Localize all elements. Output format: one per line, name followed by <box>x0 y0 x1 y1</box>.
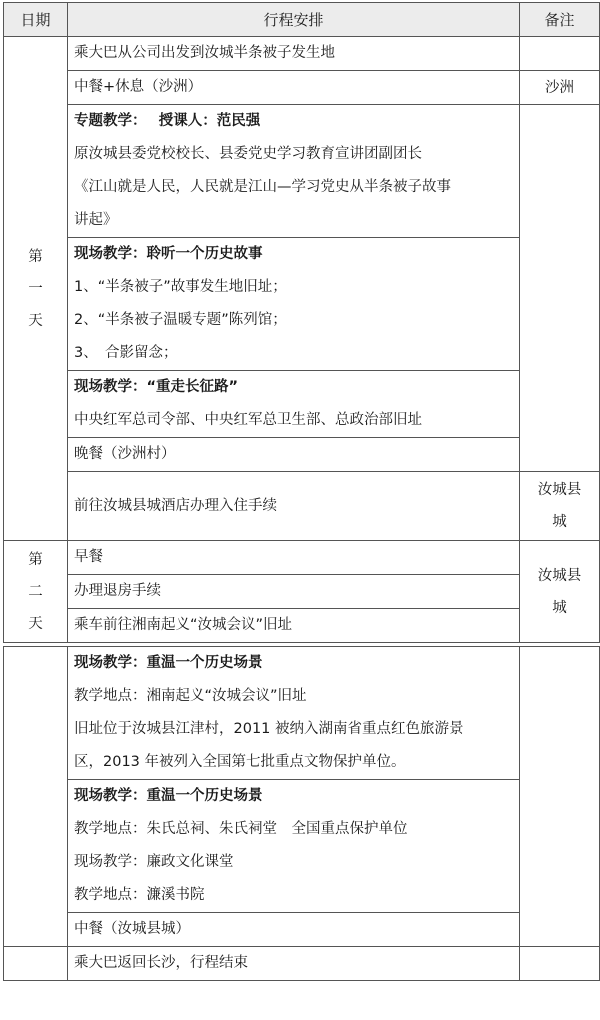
table-row <box>4 438 600 472</box>
schedule-line: 3、 合影留念； <box>74 345 178 361</box>
schedule-cell <box>68 37 520 71</box>
note-text: 汝城县 <box>537 567 582 584</box>
schedule-cell <box>68 238 520 371</box>
schedule-line: 办理退房手续 <box>74 583 161 599</box>
day-label-char: 一 <box>28 280 43 297</box>
table-row <box>4 647 600 780</box>
table-row <box>4 71 600 105</box>
table-row <box>4 238 600 371</box>
schedule-line: 区，2013 年被列入全国第七批重点文物保护单位。 <box>74 754 406 770</box>
note-text: 城 <box>552 599 567 616</box>
schedule-line: 2、“半条被子温暖专题”陈列馆； <box>74 312 287 328</box>
schedule-line: 教学地点：濂溪书院 <box>74 887 205 903</box>
schedule-line: 讲起》 <box>74 212 118 228</box>
schedule-line: 乘大巴从公司出发到汝城半条被子发生地 <box>74 45 335 61</box>
schedule-line: 早餐 <box>74 549 103 565</box>
schedule-cell <box>68 472 520 541</box>
header-note: 备注 <box>520 3 600 37</box>
day-label-cell <box>4 947 68 981</box>
table-row <box>4 780 600 913</box>
schedule-cell <box>68 947 520 981</box>
schedule-cell <box>68 647 520 780</box>
schedule-line: 1、“半条被子”故事发生地旧址； <box>74 279 287 295</box>
schedule-line: 中餐（汝城县城） <box>74 921 190 937</box>
schedule-line: 教学地点：湘南起义“汝城会议”旧址 <box>74 688 307 704</box>
schedule-line: 教学地点：朱氏总祠、朱氏祠堂 全国重点保护单位 <box>74 821 408 837</box>
table-row <box>4 105 600 238</box>
day-label-char: 天 <box>28 615 43 632</box>
session-title: 现场教学：聆听一个历史故事 <box>74 246 263 262</box>
note-cell <box>520 947 600 981</box>
schedule-line: 乘车前往湘南起义“汝城会议”旧址 <box>74 617 293 633</box>
session-title: 专题教学： 授课人：范民强 <box>74 113 261 129</box>
table-header-row <box>4 3 600 37</box>
day-label-char: 天 <box>28 312 43 329</box>
table-row <box>4 575 600 609</box>
table-row <box>4 541 600 575</box>
session-title: 现场教学：重温一个历史场景 <box>74 655 263 671</box>
day-label-char: 第 <box>28 551 43 568</box>
schedule-line: 现场教学：廉政文化课堂 <box>74 854 234 870</box>
note-cell <box>520 647 600 947</box>
table-row <box>4 472 600 541</box>
note-cell <box>520 105 600 472</box>
note-cell <box>520 541 600 643</box>
day-label-char: 二 <box>28 583 43 600</box>
table-row <box>4 609 600 643</box>
note-cell <box>520 472 600 541</box>
note-cell: 沙洲 <box>520 71 600 105</box>
schedule-cell <box>68 913 520 947</box>
schedule-cell <box>68 71 520 105</box>
schedule-line: 原汝城县委党校校长、县委党史学习教育宣讲团副团长 <box>74 146 422 162</box>
day1-label-cell <box>4 37 68 541</box>
note-text: 汝城县 <box>537 482 582 498</box>
header-schedule: 行程安排 <box>68 3 520 37</box>
schedule-cell <box>68 609 520 643</box>
schedule-line: 乘大巴返回长沙，行程结束 <box>74 955 248 971</box>
schedule-cell <box>68 438 520 472</box>
table-row <box>4 371 600 438</box>
schedule-cell <box>68 541 520 575</box>
table-row <box>4 37 600 71</box>
note-text: 城 <box>552 514 567 530</box>
header-date: 日期 <box>4 3 68 37</box>
schedule-line: 《江山就是人民，人民就是江山—学习党史从半条被子故事 <box>74 179 451 195</box>
day-label-cell <box>4 647 68 947</box>
table-row <box>4 947 600 981</box>
schedule-cell <box>68 575 520 609</box>
note-cell <box>520 37 600 71</box>
schedule-cell <box>68 371 520 438</box>
itinerary-table-day1-day2 <box>3 2 600 643</box>
day-label-char: 第 <box>28 248 43 265</box>
table-row <box>4 913 600 947</box>
schedule-line: 旧址位于汝城县江津村，2011 被纳入湖南省重点红色旅游景 <box>74 721 464 737</box>
schedule-line: 中央红军总司令部、中央红军总卫生部、总政治部旧址 <box>74 412 422 428</box>
schedule-line: 中餐+休息（沙洲） <box>74 79 203 95</box>
session-title: 现场教学：重温一个历史场景 <box>74 788 263 804</box>
schedule-line: 晚餐（沙洲村） <box>74 446 176 462</box>
schedule-cell <box>68 105 520 238</box>
schedule-cell <box>68 780 520 913</box>
day2-label-cell <box>4 541 68 643</box>
session-title: 现场教学：“重走长征路” <box>74 379 239 395</box>
schedule-line: 前往汝城县城酒店办理入住手续 <box>74 497 277 514</box>
itinerary-table-continued <box>3 646 600 981</box>
